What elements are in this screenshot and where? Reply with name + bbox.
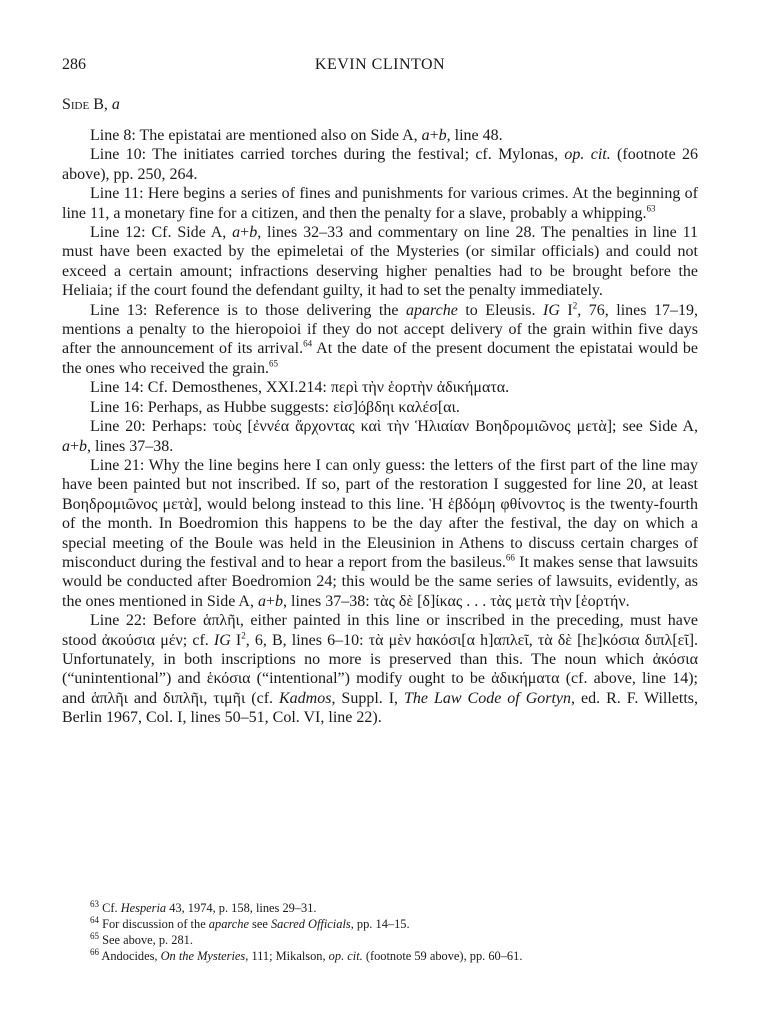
footnote: $^{66}$ Andocides, On the Mysteries, 111; Mikalson, op. cit. (footnote 59 above), pp. 60–61. bbox=[90, 946, 523, 963]
commentary-paragraph: Line 16: Perhaps, as Hubbe suggests: εἰσ]ό̣βδηι καλέσ[αι. bbox=[90, 398, 460, 416]
commentary-paragraph: Line 22: Before ἁπλῆι, either painted in this line or inscribed in the preceding, must have stood ἀκούσια μέν; cf. IG $I^2$, 6, B, lines 6–10: τὰ μὲν hακόσι[α h]απλεῖ, τὰ δὲ [hε]κόσια διπλ[εῖ]. Unfortunately, in both inscriptions no more is preserved than this. The noun which ἀκόσια (“unintentional”) and ἑκόσια (“intentional”) modify ought to be ἀδικήματα (cf. above, line 14); and ἁπλῆι and διπλῆι, τιμῆι (cf. Kadmos, Suppl. I, The Law Code of Gortyn, ed. R. F. Willetts, Berlin 1967, Col. I, lines 50–51, Col. VI, line 22). bbox=[62, 612, 699, 727]
commentary-paragraph: Line 21: Why the line begins here I can only guess: the letters of the first part of the line may have been painted but not inscribed. If so, part of the restoration I suggested for line 20, at least Βοηδρομιῶνος μετὰ], would belong instead to this line. Ἡ ἑβδόμη φθίνοντος is the twenty-fourth of the month. In Boedromion this happens to be the day after the festival, the day on which a special meeting of the Boule was held in the Eleusinion in Athens to discuss certain charges of misconduct during the festival and to hear a report from the basileus.$^{66}$ It makes sense that lawsuits would be conducted after Boedromion 24; this would be the same series of lawsuits, evidently, as the ones mentioned in Side A, a+b, lines 37–38: τὰς δὲ [δ]ίκας . . . τὰς μετὰ τὴν [ἑορτήν. bbox=[62, 456, 698, 610]
commentary-paragraph: Line 12: Cf. Side A, a+b, lines 32–33 and commentary on line 28. The penalties in line 11 must have been exacted by the epimeletai of the Mysteries (or similar officials) and could not exceed a certain amount; infractions deserving higher penalties had to be brought before the Heliaia; if the court found the defendant guilty, it had to set the penalty immediately. bbox=[62, 224, 699, 300]
commentary-paragraph: Line 20: Perhaps: τοὺς [ἐννέα ἄρχοντας καὶ τὴν Ἡλιαίαν Βοηδρομιῶνος μετὰ]; see Side A, a+b, lines 37–38. bbox=[62, 418, 698, 455]
footnote: $^{64}$ For discussion of the aparche see Sacred Officials, pp. 14–15. bbox=[90, 914, 410, 931]
page-number: 286 bbox=[62, 56, 86, 73]
running-header bbox=[62, 56, 698, 80]
footnote: $^{63}$ Cf. Hesperia 43, 1974, p. 158, lines 29–31. bbox=[90, 898, 317, 915]
footnote: $^{65}$ See above, p. 281. bbox=[90, 930, 193, 947]
footnotes bbox=[62, 900, 698, 964]
commentary-paragraph: Line 11: Here begins a series of fines and punishments for various crimes. At the beginning of line 11, a monetary fine for a citizen, and then the penalty for a slave, probably a whipping.$^{63}$ bbox=[62, 185, 698, 222]
section-title: Side B, a bbox=[62, 96, 120, 113]
commentary-paragraph: Line 8: The epistatai are mentioned also on Side A, a+b, line 48. bbox=[90, 127, 503, 144]
body-text bbox=[62, 126, 698, 728]
commentary-paragraph: Line 10: The initiates carried torches during the festival; cf. Mylonas, op. cit. (footnote 26 above), pp. 250, 264. bbox=[62, 146, 699, 183]
running-head: KEVIN CLINTON bbox=[314, 56, 446, 73]
commentary-paragraph: Line 14: Cf. Demosthenes, XXI.214: περὶ τὴν ἑορτὴν ἀδικήματα. bbox=[90, 379, 510, 397]
commentary-paragraph: Line 13: Reference is to those delivering the aparche to Eleusis. IG $I^2$, 76, lines 17–19, mentions a penalty to the hieropoioi if they do not accept delivery of the grain within five days after the announcement of its arrival.$^{64}$ At the date of the present document the epistatai would be the ones who received the grain.$^{65}$ bbox=[62, 300, 699, 377]
